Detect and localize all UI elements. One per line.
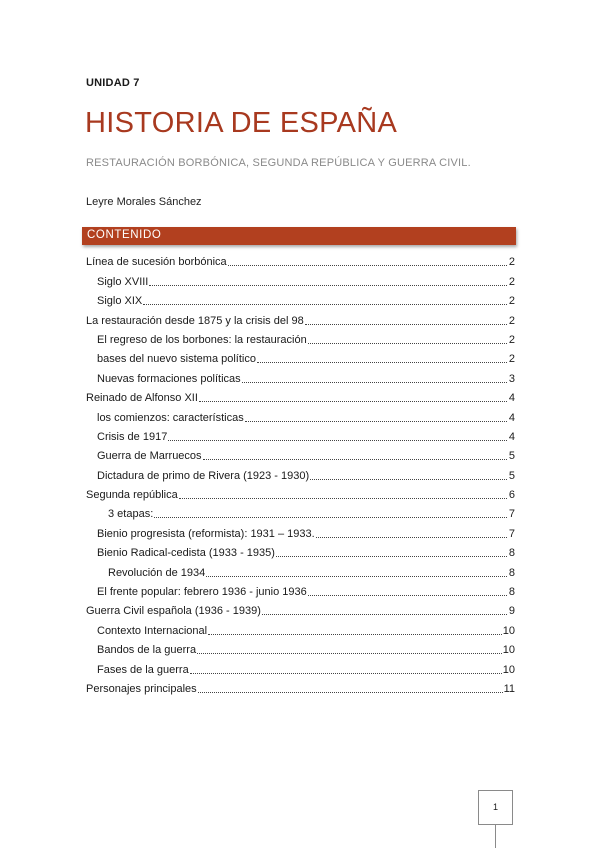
- toc-leader-dots: [208, 628, 502, 635]
- toc-leader-dots: [242, 376, 507, 383]
- toc-leader-dots: [276, 550, 507, 557]
- toc-entry-label: Línea de sucesión borbónica: [86, 256, 227, 269]
- toc-entry-label: Nuevas formaciones políticas: [97, 372, 241, 385]
- toc-entry-page: 3: [508, 372, 515, 385]
- toc-entry-page: 5: [508, 469, 515, 482]
- toc-entry[interactable]: [86, 580, 515, 599]
- toc-entry[interactable]: [86, 308, 515, 327]
- toc-entry-label: los comienzos: características: [97, 411, 244, 424]
- toc-entry-page: 8: [508, 566, 515, 579]
- toc-entry[interactable]: [86, 366, 515, 385]
- toc-entry-page: 4: [508, 392, 515, 405]
- toc-entry-label: Segunda república: [86, 489, 178, 502]
- toc-entry-page: 4: [508, 430, 515, 443]
- toc-leader-dots: [308, 337, 507, 344]
- toc-header-label: CONTENIDO: [87, 229, 162, 241]
- toc-entry[interactable]: [86, 463, 515, 482]
- toc-entry[interactable]: [86, 250, 515, 269]
- toc-entry[interactable]: [86, 677, 515, 696]
- unit-label: UNIDAD 7: [86, 77, 140, 89]
- toc-entry-page: 2: [508, 275, 515, 288]
- document-subtitle: RESTAURACIÓN BORBÓNICA, SEGUNDA REPÚBLICA Y GUERRA CIVIL.: [86, 157, 471, 169]
- toc-entry-page: 11: [503, 682, 515, 695]
- toc-entry-label: Reinado de Alfonso XII: [86, 392, 198, 405]
- toc-entry[interactable]: [86, 657, 515, 676]
- toc-entry-page: 5: [508, 450, 515, 463]
- toc-leader-dots: [305, 318, 507, 325]
- page-number: 1: [492, 802, 498, 812]
- toc-leader-dots: [154, 511, 507, 518]
- page-number-line: [495, 825, 496, 848]
- toc-leader-dots: [179, 492, 507, 499]
- toc-entry-page: 10: [502, 624, 515, 637]
- toc-entry-label: bases del nuevo sistema político: [97, 353, 256, 366]
- toc-entry[interactable]: [86, 347, 515, 366]
- toc-entry[interactable]: [86, 425, 515, 444]
- toc-entry-label: Siglo XIX: [97, 295, 143, 308]
- toc-entry-label: Dictadura de primo de Rivera (1923 - 1930): [97, 469, 310, 482]
- toc-entry[interactable]: [86, 328, 515, 347]
- toc-entry[interactable]: [86, 560, 515, 579]
- toc-leader-dots: [198, 686, 503, 693]
- toc-entry[interactable]: [86, 386, 515, 405]
- toc-entry[interactable]: [86, 502, 515, 521]
- toc-entry-page: 8: [508, 586, 515, 599]
- toc-entry-page: 10: [502, 663, 515, 676]
- toc-entry[interactable]: [86, 444, 515, 463]
- toc-entry-label: Bienio progresista (reformista): 1931 – 1933.: [97, 527, 315, 540]
- toc-leader-dots: [199, 395, 507, 402]
- toc-leader-dots: [262, 608, 507, 615]
- toc-entry-label: Guerra de Marruecos: [97, 450, 202, 463]
- toc-entry-label: Personajes principales: [86, 682, 197, 695]
- toc-entry-label: Bienio Radical-cedista (1933 - 1935): [97, 547, 275, 560]
- toc-entry-page: 2: [508, 353, 515, 366]
- toc-leader-dots: [206, 570, 507, 577]
- toc-leader-dots: [203, 453, 507, 460]
- table-of-contents: [86, 250, 515, 696]
- toc-entry-label: El frente popular: febrero 1936 - junio 1936: [97, 586, 307, 599]
- author-name: Leyre Morales Sánchez: [86, 196, 202, 208]
- toc-entry-label: Guerra Civil española (1936 - 1939): [86, 605, 261, 618]
- toc-entry-page: 6: [508, 489, 515, 502]
- toc-entry-page: 8: [508, 547, 515, 560]
- toc-entry-page: 2: [508, 314, 515, 327]
- toc-entry[interactable]: [86, 599, 515, 618]
- toc-entry-label: Siglo XVIII: [97, 275, 149, 288]
- document-title: HISTORIA DE ESPAÑA: [85, 107, 398, 139]
- toc-leader-dots: [168, 434, 507, 441]
- toc-entry-page: 10: [502, 644, 515, 657]
- toc-entry[interactable]: [86, 618, 515, 637]
- toc-leader-dots: [197, 647, 502, 654]
- toc-leader-dots: [257, 356, 507, 363]
- toc-entry-label: Fases de la guerra: [97, 663, 189, 676]
- toc-leader-dots: [310, 473, 507, 480]
- toc-leader-dots: [228, 259, 507, 266]
- toc-header: [82, 227, 516, 245]
- toc-entry-label: Bandos de la guerra: [97, 644, 197, 657]
- toc-entry-page: 4: [508, 411, 515, 424]
- toc-entry-page: 7: [508, 527, 515, 540]
- toc-entry[interactable]: [86, 638, 515, 657]
- toc-entry-page: 2: [508, 333, 515, 346]
- toc-entry[interactable]: [86, 269, 515, 288]
- toc-entry-label: Crisis de 1917: [97, 430, 168, 443]
- toc-entry[interactable]: [86, 541, 515, 560]
- toc-entry-label: 3 etapas:: [108, 508, 154, 521]
- toc-entry[interactable]: [86, 289, 515, 308]
- toc-entry-label: La restauración desde 1875 y la crisis del 98: [86, 314, 304, 327]
- toc-entry[interactable]: [86, 405, 515, 424]
- toc-entry[interactable]: [86, 483, 515, 502]
- toc-entry[interactable]: [86, 521, 515, 540]
- toc-leader-dots: [316, 531, 507, 538]
- toc-entry-label: Revolución de 1934: [108, 566, 206, 579]
- toc-entry-label: El regreso de los borbones: la restauración: [97, 333, 307, 346]
- toc-leader-dots: [143, 298, 507, 305]
- toc-leader-dots: [190, 667, 502, 674]
- toc-entry-page: 2: [508, 295, 515, 308]
- toc-entry-page: 9: [508, 605, 515, 618]
- toc-entry-page: 2: [508, 256, 515, 269]
- toc-leader-dots: [245, 415, 507, 422]
- toc-entry-page: 7: [508, 508, 515, 521]
- toc-leader-dots: [149, 279, 507, 286]
- toc-entry-label: Contexto Internacional: [97, 624, 208, 637]
- page-number-box: [478, 790, 513, 825]
- toc-leader-dots: [308, 589, 507, 596]
